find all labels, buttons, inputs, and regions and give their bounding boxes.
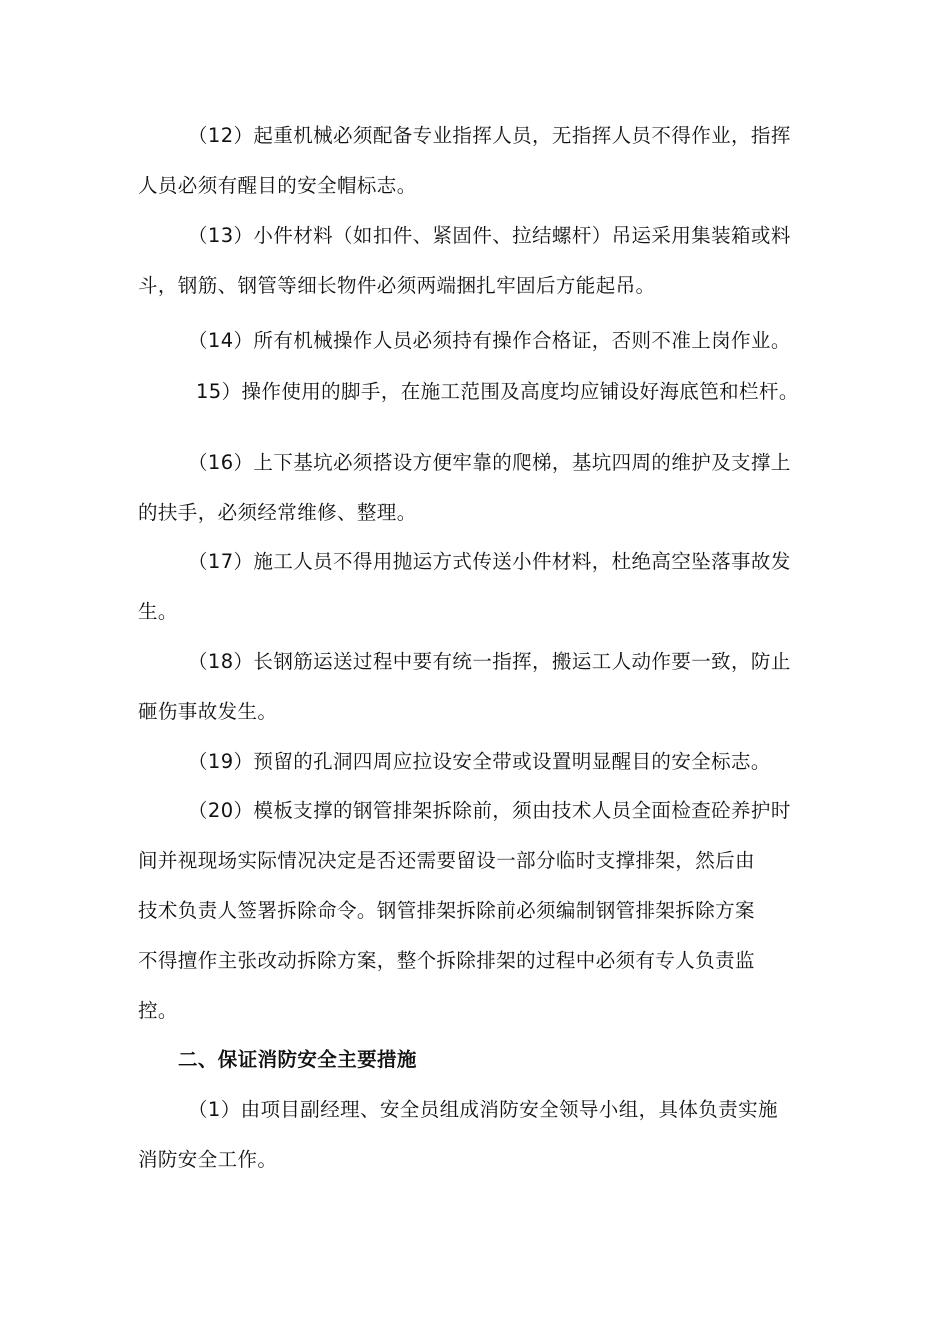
item-20-line-3: 技术负责人签署拆除命令。钢管排架拆除前必须编制钢管排架拆除方案 bbox=[138, 899, 755, 922]
item-20-line-2: 间并视现场实际情况决定是否还需要留设一部分临时支撑排架，然后由 bbox=[138, 849, 755, 872]
item-13-line-1: （13）小件材料（如扣件、紧固件、拉结螺杆）吊运采用集装箱或料 bbox=[188, 224, 791, 247]
item-17-line-2: 生。 bbox=[138, 600, 178, 623]
item-14-line-1: （14）所有机械操作人员必须持有操作合格证，否则不准上岗作业。 bbox=[188, 329, 791, 352]
item-16-line-2: 的扶手，必须经常维修、整理。 bbox=[138, 501, 417, 524]
item-20-line-1: （20）模板支撑的钢管排架拆除前，须由技术人员全面检查砼养护时 bbox=[188, 799, 791, 822]
item-19-line-1: （19）预留的孔洞四周应拉设安全带或设置明显醒目的安全标志。 bbox=[188, 750, 771, 773]
item-17-line-1: （17）施工人员不得用抛运方式传送小件材料，杜绝高空坠落事故发 bbox=[188, 550, 791, 573]
item-18-line-2: 砸伤事故发生。 bbox=[138, 700, 278, 723]
item-16-line-1: （16）上下基坑必须搭设方便牢靠的爬梯，基坑四周的维护及支撑上 bbox=[188, 451, 791, 474]
item-13-line-2: 斗，钢筋、钢管等细长物件必须两端捆扎牢固后方能起吊。 bbox=[138, 274, 656, 297]
item-20-line-4: 不得擅作主张改动拆除方案，整个拆除排架的过程中必须有专人负责监 bbox=[138, 949, 755, 972]
item-15-line-1: 15）操作使用的脚手，在施工范围及高度均应铺设好海底笆和栏杆。 bbox=[196, 380, 799, 403]
fire-item-1-line-1: （1）由项目副经理、安全员组成消防安全领导小组，具体负责实施 bbox=[188, 1098, 778, 1121]
item-20-line-5: 控。 bbox=[138, 999, 178, 1022]
item-12-line-2: 人员必须有醒目的安全帽标志。 bbox=[138, 174, 417, 197]
fire-item-1-line-2: 消防安全工作。 bbox=[138, 1148, 278, 1171]
section-heading: 二、保证消防安全主要措施 bbox=[178, 1048, 417, 1071]
item-18-line-1: （18）长钢筋运送过程中要有统一指挥，搬运工人动作要一致，防止 bbox=[188, 650, 791, 673]
item-12-line-1: （12）起重机械必须配备专业指挥人员，无指挥人员不得作业，指挥 bbox=[188, 124, 791, 147]
